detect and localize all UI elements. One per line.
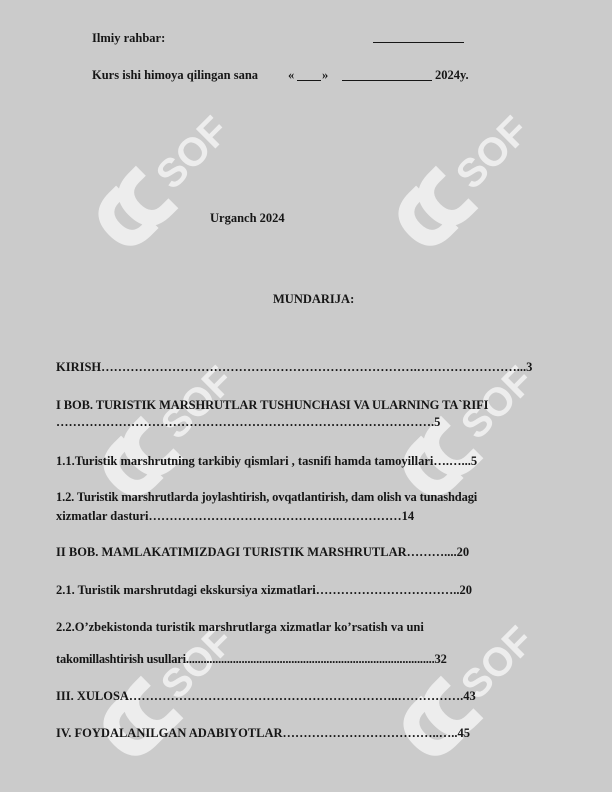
toc-entry: 1.2. Turistik marshrutlarda joylashtirish, ovqatlantirish, dam olish va tunashdagi: [56, 490, 478, 504]
defense-label: Kurs ishi himoya qilingan sana: [92, 68, 259, 82]
watermark-logo: [52, 72, 257, 277]
watermark-logo: [357, 582, 562, 787]
city-year: Urganch 2024: [210, 211, 285, 225]
watermark-logo: [57, 582, 262, 787]
toc-entry: KIRISH………………………………………………………………….……………………...3: [56, 360, 533, 374]
year-suffix: 2024y.: [435, 68, 469, 82]
toc-entry: III. XULOSA………………………………………………………..…………….43: [56, 689, 476, 703]
toc-entry: I BOB. TURISTIK MARSHRUTLAR TUSHUNCHASI VA ULARNING TA`RIFI: [56, 398, 489, 412]
toc-entry: IV. FOYDALANILGAN ADABIYOTLAR………………………………..…..45: [56, 726, 471, 740]
toc-entry: 2.2.O’zbekistonda turistik marshrutlarga xizmatlar ko’rsatish va uni: [56, 620, 424, 634]
toc-entry: 1.1.Turistik marshrutning tarkibiy qismlari , tasnifi hamda tamoyillari….…...5: [56, 454, 478, 468]
svg-text:SOFF: SOFF: [152, 601, 260, 708]
toc-entry: II BOB. MAMLAKATIMIZDAGI TURISTIK MARSHRUTLAR………....20: [56, 545, 470, 559]
toc-entry: 2.1. Turistik marshrutdagi ekskursiya xizmatlari……………………………..20: [56, 583, 472, 597]
watermark-logo: [352, 72, 557, 277]
svg-text:SOFF: SOFF: [452, 601, 560, 708]
defense-date-label: [92, 68, 258, 83]
date-month-line: [342, 80, 432, 81]
toc-title: MUNDARIJA:: [273, 292, 355, 306]
supervisor-signature-line: [373, 42, 464, 43]
svg-text:SOFF: SOFF: [152, 341, 260, 448]
toc-entry: xizmatlar dasturi……………………………………….……………14: [56, 509, 415, 523]
svg-text:SOFF: SOFF: [447, 91, 555, 198]
toc-entry: ……………………………………………………………………………….5: [56, 415, 441, 429]
svg-text:SOFF: SOFF: [147, 91, 255, 198]
toc-entry: takomillashtirish usullari.....................................................................................32: [56, 652, 447, 666]
date-day-line: [297, 80, 321, 81]
date-quote-open: «: [288, 68, 295, 82]
supervisor-label: Ilmiy rahbar:: [92, 31, 166, 45]
date-quote-close: »: [322, 68, 329, 82]
svg-text:SOFF: SOFF: [452, 341, 560, 448]
